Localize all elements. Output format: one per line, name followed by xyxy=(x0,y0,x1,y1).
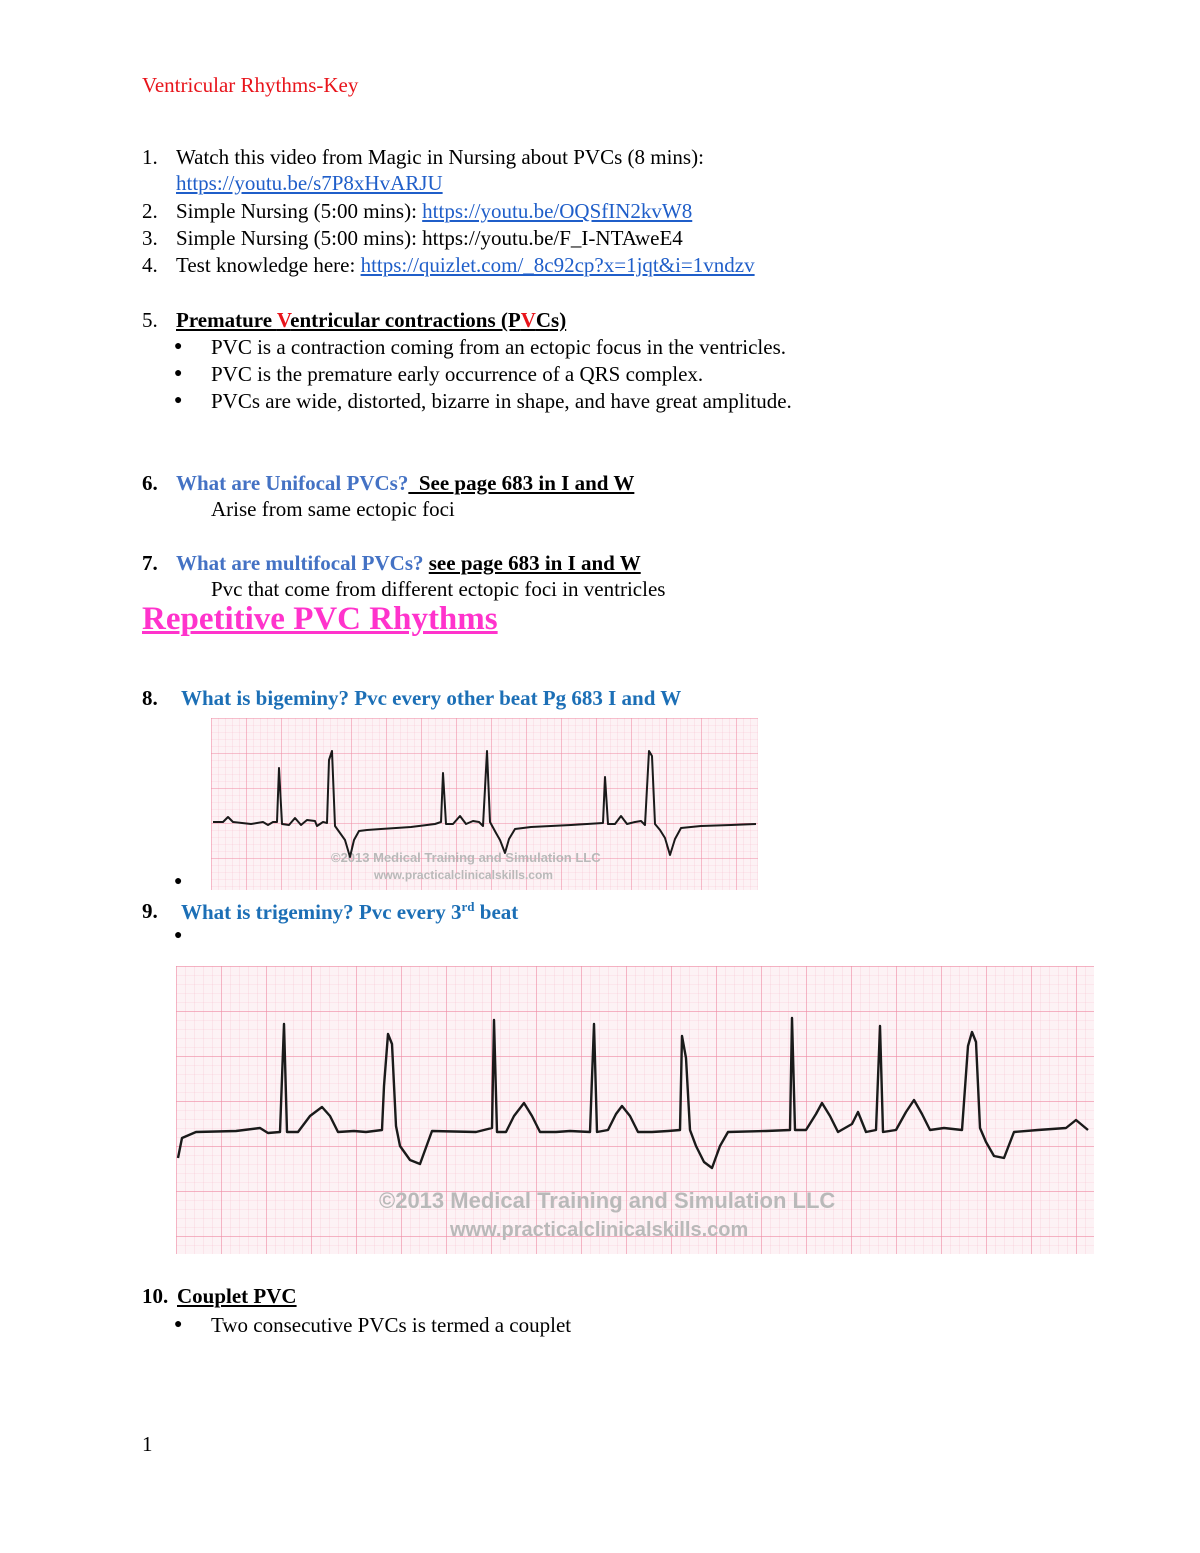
item-7-question: What are multifocal PVCs? xyxy=(176,551,424,575)
item-9-question: What is trigeminy? Pvc every 3rd beat xyxy=(181,899,519,924)
item-2-line xyxy=(176,199,692,224)
item-4-line xyxy=(176,253,755,278)
item-10-bullet-1: Two consecutive PVCs is termed a couplet xyxy=(211,1313,572,1337)
item-10-number: 10. xyxy=(142,1284,169,1308)
item-3-text: Simple Nursing (5:00 mins): https://youtu.be/F_I-NTAweE4 xyxy=(176,226,683,250)
item-1-number: 1. xyxy=(142,145,158,169)
item-1-text: Watch this video from Magic in Nursing about PVCs (8 mins): xyxy=(176,145,704,169)
item-5-number: 5. xyxy=(142,308,158,332)
bigeminy-watermark-1: ©2013 Medical Training and Simulation LLC xyxy=(331,850,601,865)
item-6-reference: See page 683 in I and W xyxy=(408,471,635,495)
item-4-text: Test knowledge here: xyxy=(176,253,361,277)
item-7-answer: Pvc that come from different ectopic foci in ventricles xyxy=(211,577,666,601)
item-6-number: 6. xyxy=(142,471,158,495)
bullet-icon: ● xyxy=(174,393,183,408)
item-3-number: 3. xyxy=(142,226,158,250)
item-5-bullet-3: PVCs are wide, distorted, bizarre in shape, and have great amplitude. xyxy=(211,389,792,413)
item-7-number: 7. xyxy=(142,551,158,575)
item-2-text: Simple Nursing (5:00 mins): xyxy=(176,199,423,223)
item-7-question-line xyxy=(176,551,641,576)
bullet-icon: ● xyxy=(174,366,183,381)
section-heading: Repetitive PVC Rhythms xyxy=(142,601,498,637)
item-10-title: Couplet PVC xyxy=(177,1284,297,1308)
item-6-question: What are Unifocal PVCs? xyxy=(176,471,409,495)
bullet-icon: ● xyxy=(174,928,183,943)
trigeminy-ecg-strip xyxy=(176,966,1094,1254)
item-8-question: What is bigeminy? Pvc every other beat Pg 683 I and W xyxy=(181,686,682,710)
item-8-number: 8. xyxy=(142,686,158,710)
item-5-bullet-2: PVC is the premature early occurrence of a QRS complex. xyxy=(211,362,704,386)
trigeminy-watermark-2: www.practicalclinicalskills.com xyxy=(450,1219,749,1241)
item-5-title: Premature Ventricular contractions (PVCs) xyxy=(176,308,567,332)
bullet-icon: ● xyxy=(174,874,183,889)
item-4-link[interactable]: https://quizlet.com/_8c92cp?x=1jqt&i=1vndzv xyxy=(360,253,755,277)
item-1-link[interactable]: https://youtu.be/s7P8xHvARJU xyxy=(176,171,443,195)
page-number: 1 xyxy=(142,1432,153,1456)
bullet-icon: ● xyxy=(174,339,183,354)
item-4-number: 4. xyxy=(142,253,158,277)
bigeminy-watermark-2: www.practicalclinicalskills.com xyxy=(374,868,553,882)
item-5-bullet-1: PVC is a contraction coming from an ectopic focus in the ventricles. xyxy=(211,335,787,359)
item-2-number: 2. xyxy=(142,199,158,223)
item-6-question-line xyxy=(176,471,634,496)
item-9-number: 9. xyxy=(142,899,158,923)
document-header: Ventricular Rhythms-Key xyxy=(142,73,359,97)
bigeminy-ecg-strip xyxy=(211,718,758,890)
bullet-icon: ● xyxy=(174,1317,183,1332)
item-2-link[interactable]: https://youtu.be/OQSfIN2kvW8 xyxy=(422,199,693,223)
trigeminy-watermark-1: ©2013 Medical Training and Simulation LLC xyxy=(379,1188,836,1213)
item-6-answer: Arise from same ectopic foci xyxy=(211,497,455,521)
item-7-reference: see page 683 in I and W xyxy=(428,551,641,575)
